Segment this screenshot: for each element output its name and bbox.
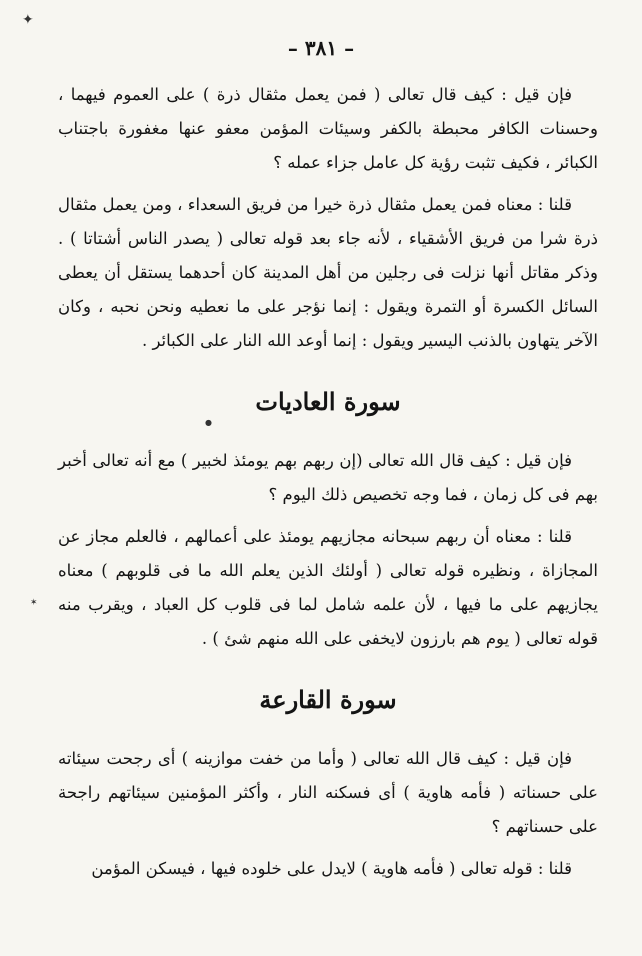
ink-speck: ✶ [30,598,38,608]
surah-heading-al-adiyat: سورة العاديات [255,387,401,416]
answer-paragraph: قلنا : معناه فمن يعمل مثقال ذرة خيرا من فريق السعداء ، ومن يعمل مثقال ذرة شرا من فريق الأشقياء ، لأنه جاء بعد قوله تعالى ( يصدر الناس أشتاتا ) . وذكر مقاتل أنها نزلت فى رجلين من أهل المدينة كان أحدهما يستقل أن يعطى السائل الكسرة أو التمرة ويقول : إنما نؤجر على ما نعطيه ونحن نحبه ، وكان الآخر يتهاون بالذنب اليسير ويقول : إنما أوعد الله النار على الكبائر . [58,195,598,350]
page-number: – ٣٨١ – [287,36,355,60]
ink-speck: ✦ [22,12,34,28]
question-paragraph: فإن قيل : كيف قال الله تعالى (إن ربهم بهم يومئذ لخبير ) مع أنه تعالى أخبر بهم فى كل زمان ، فما وجه تخصيص ذلك اليوم ؟ [58,451,598,504]
answer-paragraph: قلنا : معناه أن ربهم سبحانه مجازيهم يومئذ على أعمالهم ، فالعلم مجاز عن المجازاة ، ونظيره قوله تعالى ( أولئك الذين يعلم الله ما فى قلوبهم ) معناه يجازيهم على ما فيها ، لأن علمه شامل لما فى قلوب كل العباد ، ويقرب منه قوله تعالى ( يوم هم بارزون لايخفى على الله منهم شئ ) . [58,527,598,648]
ink-speck: ● [205,418,212,427]
page-body [58,78,598,894]
question-paragraph: فإن قيل : كيف قال تعالى ( فمن يعمل مثقال ذرة ) على العموم فيهما ، وحسنات الكافر محبطة بالكفر وسيئات المؤمن معفو عنها مغفورة باجتناب الكبائر ، فكيف تثبت رؤية كل عامل جزاء عمله ؟ [58,85,598,172]
answer-paragraph: قلنا : قوله تعالى ( فأمه هاوية ) لايدل على خلوده فيها ، فيسكن المؤمن [91,859,572,878]
question-paragraph: فإن قيل : كيف قال الله تعالى ( وأما من خفت موازينه ) أى رجحت سيئاته على حسناته ( فأمه هاوية ) أى فسكنه النار ، وأكثر المؤمنين سيئاتهم راجحة على حسناتهم ؟ [58,749,598,836]
surah-heading-al-qariah: سورة القارعة [259,685,397,714]
